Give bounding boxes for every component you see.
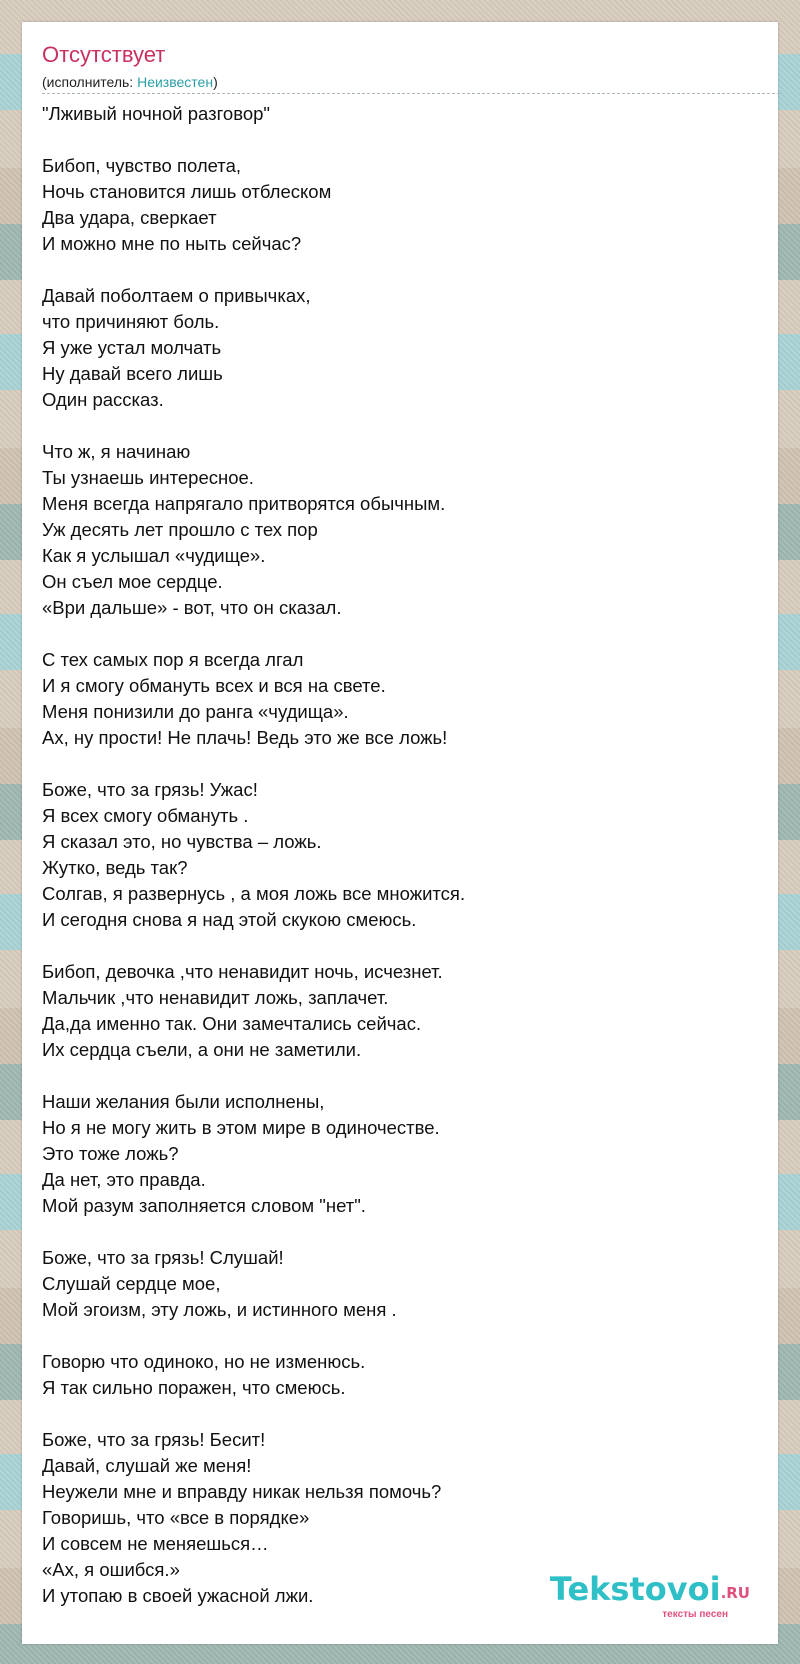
artist-line	[42, 73, 218, 91]
logo-tagline: тексты песен	[662, 1609, 728, 1620]
artist-prefix: (исполнитель:	[42, 74, 138, 90]
logo-tld: .RU	[720, 1584, 750, 1602]
dashed-divider	[42, 93, 780, 94]
site-logo[interactable]	[550, 1572, 750, 1620]
logo-wordmark	[550, 1572, 750, 1610]
logo-name: Tekstovoi	[549, 1570, 721, 1608]
artist-suffix: )	[213, 74, 218, 90]
lyrics-text: "Лживый ночной разговор" Бибоп, чувство полета, Ночь становится лишь отблеском Два удара, сверкает И можно мне по ныть сейчас? Давай поболтаем о привычках, что причиняют боль. Я уже устал молчать Ну давай всего лишь Один рассказ. Что ж, я начинаю Ты узнаешь интересное. Меня всегда напрягало притворятся обычным. Уж десять лет прошло с тех пор Как я услышал «чудище». Он съел мое сердце. «Ври дальше» - вот, что он сказал. С тех самых пор я всегда лгал И я смогу обмануть всех и вся на свете. Меня понизили до ранга «чудища». Ах, ну прости! Не плачь! Ведь это же все ложь! Боже, что за грязь! Ужас! Я всех смогу обмануть . Я сказал это, но чувства – ложь. Жутко, ведь так? Солгав, я развернусь , а моя ложь все множится. И сегодня снова я над этой скукою смеюсь. Бибоп, девочка ,что ненавидит ночь, исчезнет. Мальчик ,что ненавидит ложь, заплачет. Да,да именно так. Они замечтались сейчас. Их сердца съели, а они не заметили. Наши желания были исполнены, Но я не могу жить в этом мире в одиночестве. Это тоже ложь? Да нет, это правда. Мой разум заполняется словом "нет". Боже, что за грязь! Слушай! Слушай сердце мое, Мой эгоизм, эту ложь, и истинного меня . Говорю что одиноко, но не изменюсь. Я так сильно поражен, что смеюсь. Боже, что за грязь! Бесит! Давай, слушай же меня! Неужели мне и вправду никак нельзя помочь? Говоришь, что «все в порядке» И совсем не меняешься… «Ах, я ошибся.» И утопаю в своей ужасной лжи.	[42, 103, 466, 1606]
song-title: Отсутствует	[42, 42, 166, 67]
artist-link[interactable]: Неизвестен	[137, 74, 214, 90]
lyrics-card	[22, 22, 778, 1644]
